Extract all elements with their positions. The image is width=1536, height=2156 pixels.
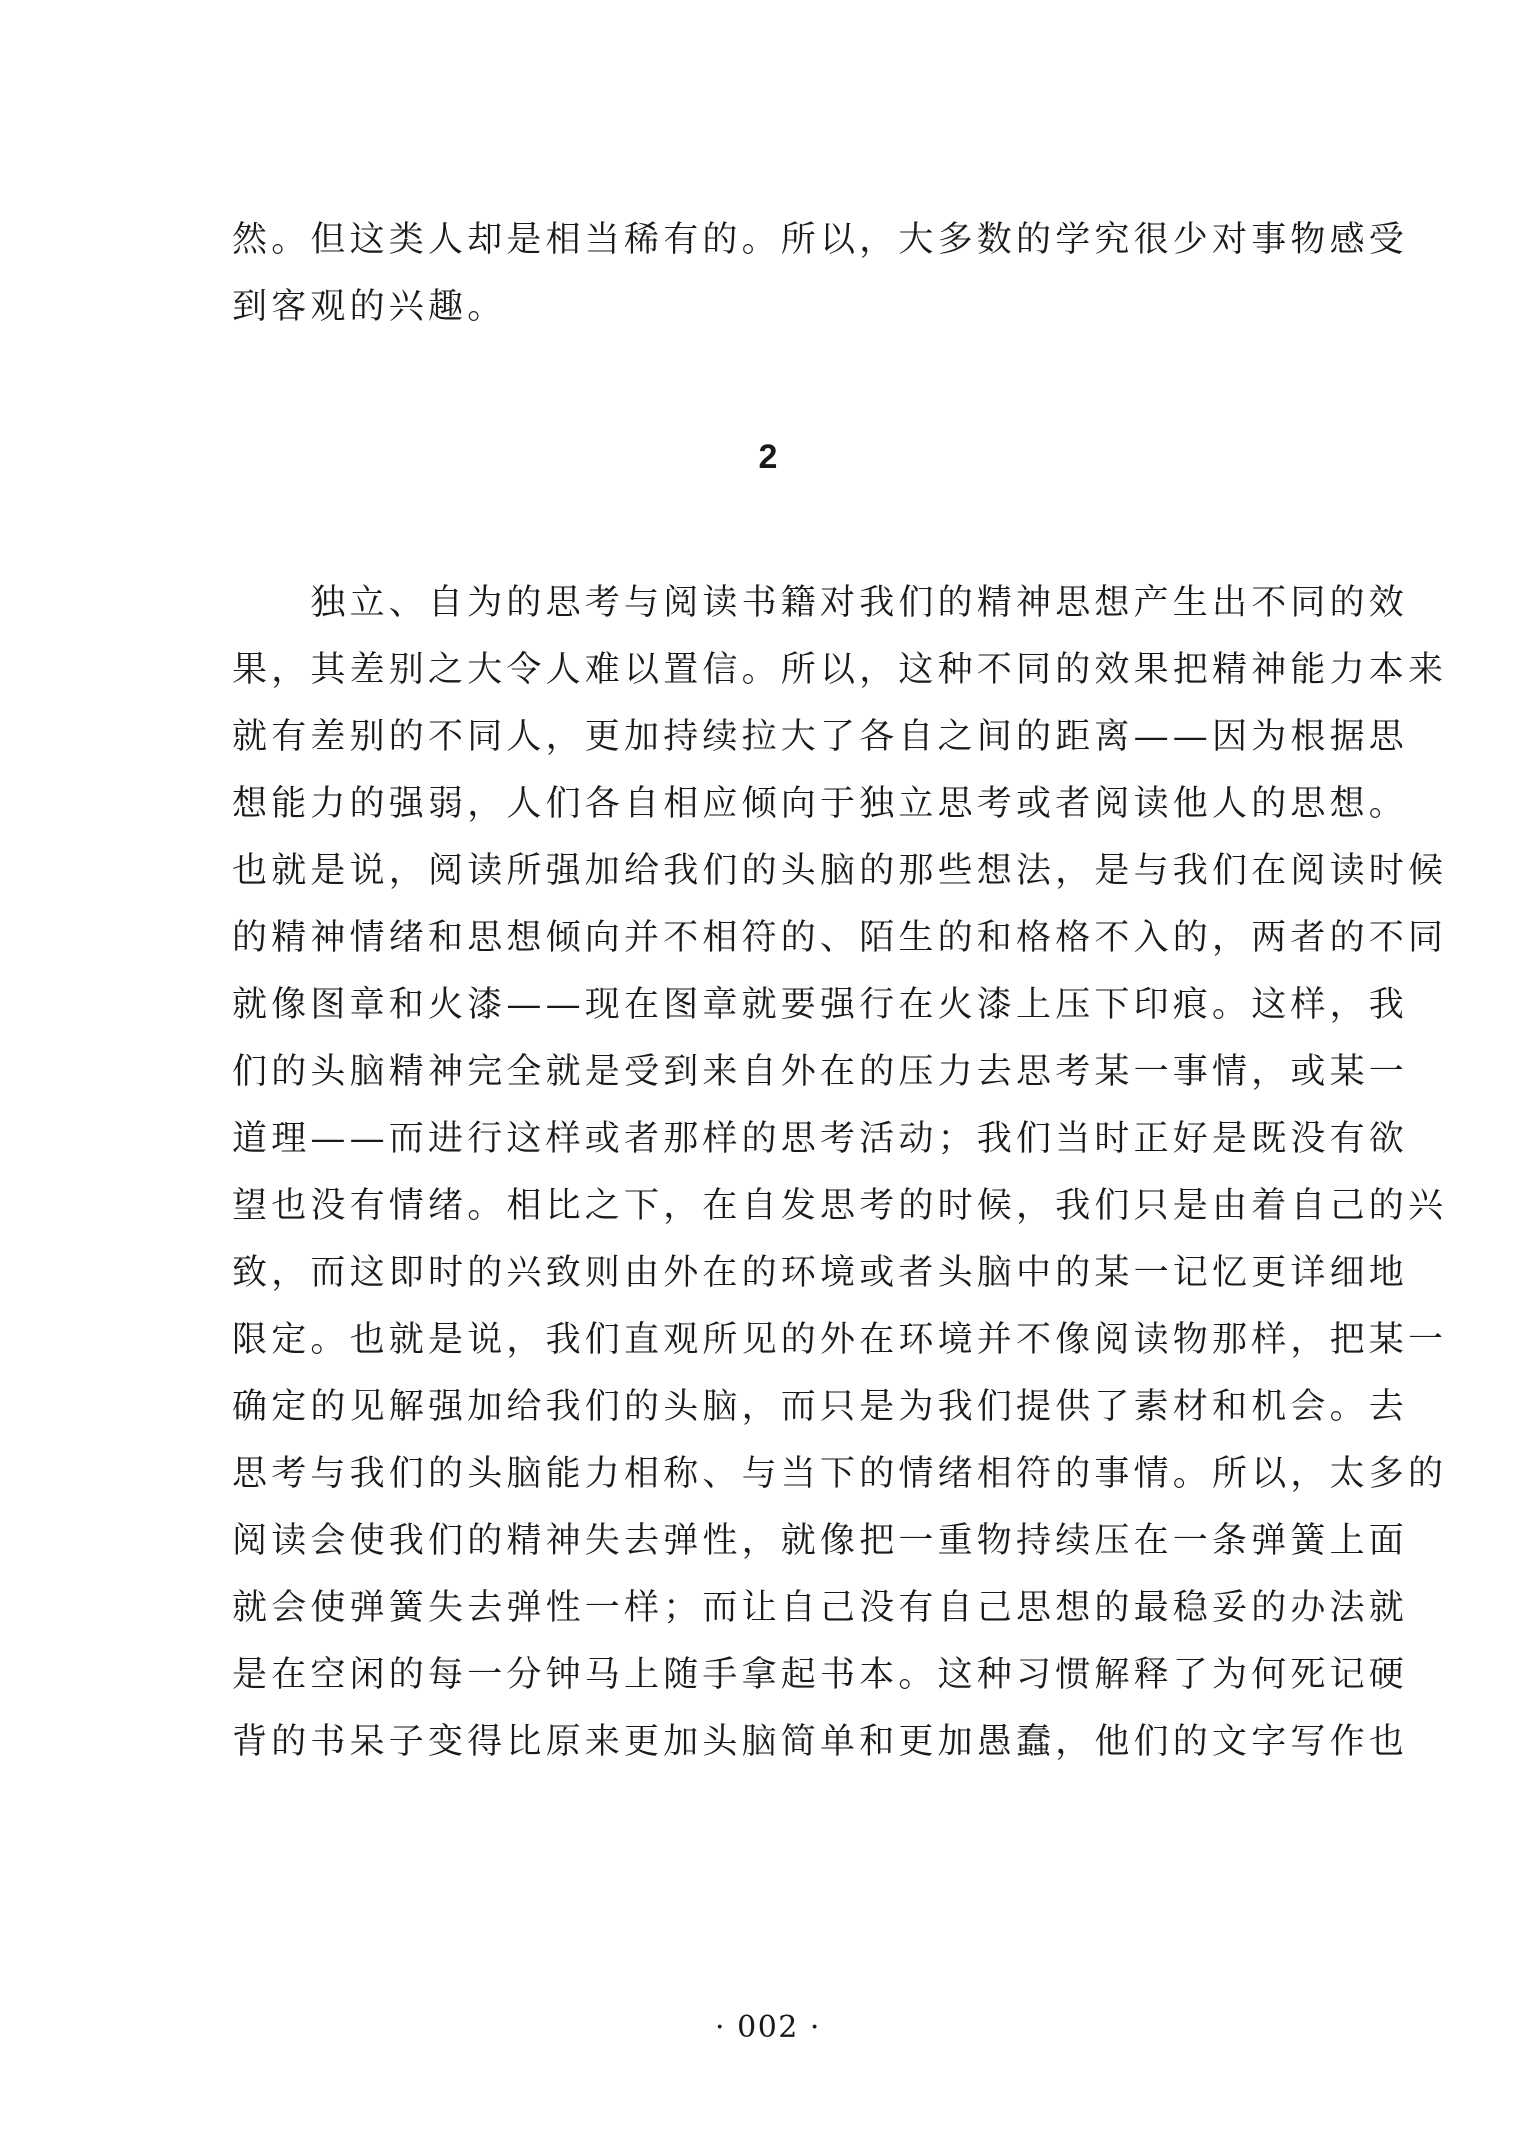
intro-paragraph bbox=[232, 207, 1409, 341]
page-number: · 002 · bbox=[715, 2010, 821, 2045]
text-line: 思考与我们的头脑能力相称、与当下的情绪相符的事情。所以，太多的 bbox=[232, 1454, 1448, 1494]
text-line: 然。但这类人却是相当稀有的。所以，大多数的学究很少对事物感受 bbox=[232, 220, 1409, 260]
text-line: 的精神情绪和思想倾向并不相符的、陌生的和格格不入的，两者的不同 bbox=[232, 918, 1448, 958]
text-line: 阅读会使我们的精神失去弹性，就像把一重物持续压在一条弹簧上面 bbox=[232, 1521, 1409, 1561]
section-number: 2 bbox=[758, 438, 778, 476]
text-line: 独立、自为的思考与阅读书籍对我们的精神思想产生出不同的效 bbox=[232, 583, 1409, 623]
text-line: 望也没有情绪。相比之下，在自发思考的时候，我们只是由着自己的兴 bbox=[232, 1186, 1448, 1226]
text-line: 限定。也就是说，我们直观所见的外在环境并不像阅读物那样，把某一 bbox=[232, 1320, 1448, 1360]
text-line: 就像图章和火漆——现在图章就要强行在火漆上压下印痕。这样，我 bbox=[232, 985, 1409, 1025]
text-line: 就有差别的不同人，更加持续拉大了各自之间的距离——因为根据思 bbox=[232, 717, 1409, 757]
body-paragraph bbox=[232, 570, 1448, 1776]
text-line: 果，其差别之大令人难以置信。所以，这种不同的效果把精神能力本来 bbox=[232, 650, 1448, 690]
text-line: 背的书呆子变得比原来更加头脑简单和更加愚蠢，他们的文字写作也 bbox=[232, 1722, 1409, 1762]
text-line: 们的头脑精神完全就是受到来自外在的压力去思考某一事情，或某一 bbox=[232, 1052, 1409, 1092]
text-line: 道理——而进行这样或者那样的思考活动；我们当时正好是既没有欲 bbox=[232, 1119, 1409, 1159]
text-line: 确定的见解强加给我们的头脑，而只是为我们提供了素材和机会。去 bbox=[232, 1387, 1409, 1427]
text-line: 也就是说，阅读所强加给我们的头脑的那些想法，是与我们在阅读时候 bbox=[232, 851, 1448, 891]
text-line: 想能力的强弱，人们各自相应倾向于独立思考或者阅读他人的思想。 bbox=[232, 784, 1409, 824]
text-line: 到客观的兴趣。 bbox=[232, 287, 507, 327]
text-line: 就会使弹簧失去弹性一样；而让自己没有自己思想的最稳妥的办法就 bbox=[232, 1588, 1409, 1628]
text-line: 是在空闲的每一分钟马上随手拿起书本。这种习惯解释了为何死记硬 bbox=[232, 1655, 1409, 1695]
text-line: 致，而这即时的兴致则由外在的环境或者头脑中的某一记忆更详细地 bbox=[232, 1253, 1409, 1293]
